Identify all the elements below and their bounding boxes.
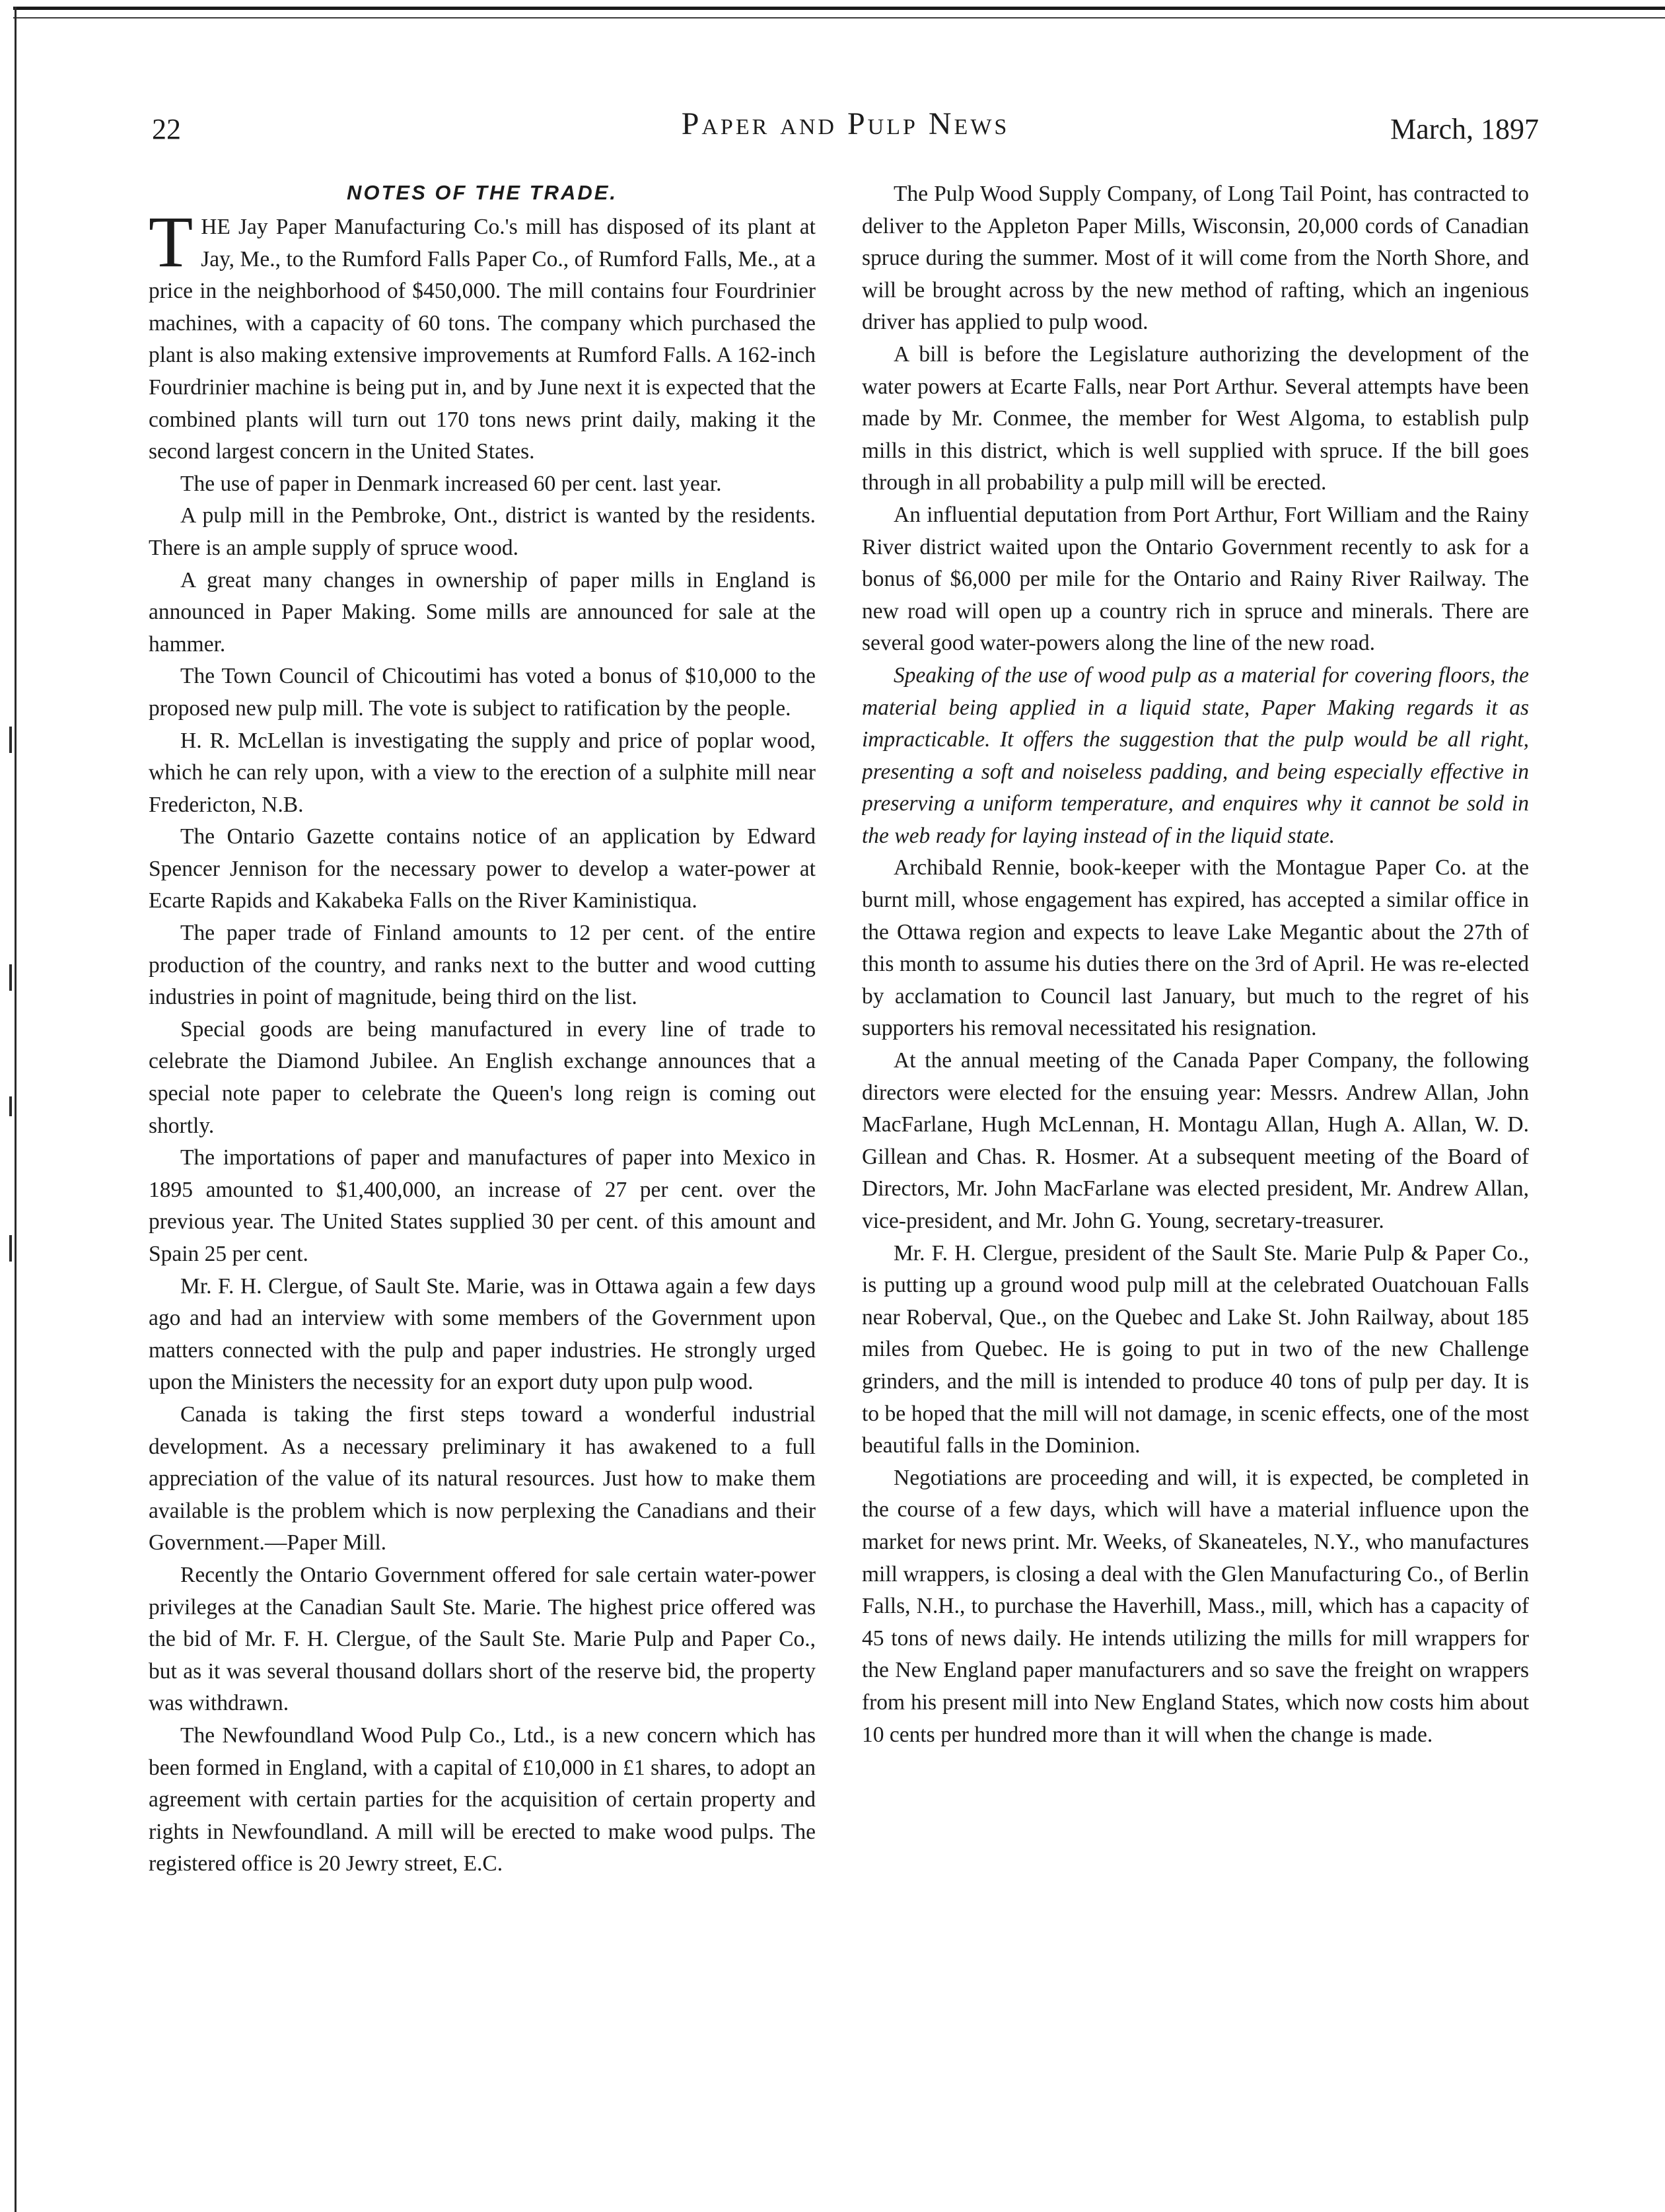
article-paragraph: A great many changes in ownership of paper mills in England is announced in Paper Making. Some mills are announced for sale at the hammer. (149, 567, 816, 657)
article-paragraph: Canada is taking the first steps toward a wonderful industrial development. As a necessary preliminary it has awakened to a full appreciation of the value of its natural resources. Just how to make them available is the problem which is now perplexing the Canadians and their Government.—Paper Mill. (149, 1402, 816, 1555)
top-border-rule-thin (13, 17, 1665, 18)
margin-speck (9, 1235, 12, 1262)
article-paragraph (149, 201, 816, 468)
article-paragraph: The use of paper in Denmark increased 60 per cent. last year. (180, 471, 722, 496)
issue-date: March, 1897 (1390, 113, 1539, 145)
article-paragraph: Negotiations are proceeding and will, it is expected, be completed in the course of a few days, which will have a material influence upon the market for news print. Mr. Weeks, of Skaneateles, N.Y., who manufactures mill wrappers, is closing a deal with the Glen Manufacturing Co., of Berlin Falls, N.H., to purchase the Haverhill, Mass., mill, which has a capacity of 45 tons of news daily. He intends utilizing the mills for mill wrappers for the New England paper manufacturers and so save the freight on wrappers from his present mill into New England States, which now costs him about 10 cents per hundred more than it will when the change is made. (862, 1465, 1529, 1747)
right-column (862, 178, 1529, 2186)
margin-speck (9, 727, 12, 753)
article-paragraph: An influential deputation from Port Arthur, Fort William and the Rainy River district waited upon the Ontario Government recently to ask for a bonus of $6,000 per mile for the Ontario and Rainy River Railway. The new road will open up a country rich in spruce and minerals. There are several good water-powers along the line of the new road. (862, 502, 1529, 656)
article-paragraph: Archibald Rennie, book-keeper with the Montague Paper Co. at the burnt mill, whose engagement has expired, has accepted a similar office in the Ottawa region and expects to leave Lake Megantic about the 27th of this month to assume his duties there on the 3rd of April. He was re-elected by acclamation to Council last January, but much to the regret of his supporters his removal necessitated his resignation. (862, 855, 1529, 1041)
article-paragraph: The paper trade of Finland amounts to 12 per cent. of the entire production of the country, and ranks next to the butter and wood cutting industries in point of magnitude, being third on the list. (149, 921, 816, 1010)
article-paragraph: The Newfoundland Wood Pulp Co., Ltd., is a new concern which has been formed in England, with a capital of £10,000 in £1 shares, to adopt an agreement with certain parties for the acquisition of certain property and rights in Newfoundland. A mill will be erected to make wood pulps. The registered office is 20 Jewry street, E.C. (149, 1723, 816, 1876)
article-paragraph: The Pulp Wood Supply Company, of Long Tail Point, has contracted to deliver to the Appleton Paper Mills, Wisconsin, 20,000 cords of Canadian spruce during the summer. Most of it will come from the North Shore, and will be brought across by the new method of rafting, which an ingenious driver has applied to pulp wood. (862, 182, 1529, 335)
article-paragraph: A bill is before the Legislature authorizing the development of the water powers at Ecarte Falls, near Port Arthur. Several attempts have been made by Mr. Conmee, the member for West Algoma, to establish pulp mills in this district, which is well supplied with spruce. If the bill goes through in all probability a pulp mill will be erected. (862, 341, 1529, 495)
article-paragraph: Mr. F. H. Clergue, of Sault Ste. Marie, was in Ottawa again a few days ago and had an interview with some members of the Government upon matters connected with the pulp and paper industries. He strongly urged upon the Ministers the necessity for an export duty upon pulp wood. (149, 1273, 816, 1395)
article-paragraph: Recently the Ontario Government offered for sale certain water-power privileges at the Canadian Sault Ste. Marie. The highest price offered was the bid of Mr. F. H. Clergue, of the Sault Ste. Marie Pulp and Paper Co., but as it was several thousand dollars short of the reserve bid, the property was withdrawn. (149, 1562, 816, 1716)
article-paragraph: A pulp mill in the Pembroke, Ont., district is wanted by the residents. There is an ample supply of spruce wood. (149, 503, 816, 560)
left-column (149, 178, 816, 2186)
left-page-edge (15, 7, 17, 2212)
article-paragraph: At the annual meeting of the Canada Paper Company, the following directors were elected for the ensuing year: Messrs. Andrew Allan, John MacFarlane, Hugh McLennan, H. Montagu Allan, Hugh A. Allan, W. D. Gillean and Chas. R. Hosmer. At a subsequent meeting of the Board of Directors, Mr. John MacFarlane was elected president, Mr. Andrew Allan, vice-president, and Mr. John G. Young, secretary-treasurer. (862, 1048, 1529, 1233)
article-paragraph: H. R. McLellan is investigating the supply and price of poplar wood, which he can rely upon, with a view to the erection of a sulphite mill near Fredericton, N.B. (149, 728, 816, 817)
journal-title: Paper and Pulp News (681, 106, 1010, 141)
page-number: 22 (152, 113, 181, 145)
drop-cap: T (149, 201, 194, 282)
article-paragraph: Special goods are being manufactured in every line of trade to celebrate the Diamond Jubilee. An English exchange announces that a special note paper to celebrate the Queen's long reign is coming out shortly. (149, 1017, 816, 1138)
article-paragraph: The Town Council of Chicoutimi has voted a bonus of $10,000 to the proposed new pulp mill. The vote is subject to ratification by the people. (149, 664, 816, 721)
paragraph-text: HE Jay Paper Manufacturing Co.'s mill has disposed of its plant at Jay, Me., to the Rumford Falls Paper Co., of Rumford Falls, Me., at a price in the neighborhood of $450,000. The mill contains four Fourdrinier machines, with a capacity of 60 tons. The company which purchased the plant is also making extensive improvements at Rumford Falls. A 162-inch Fourdrinier machine is being put in, and by June next it is expected that the combined plants will turn out 170 tons news print daily, making it the second largest concern in the United States. (149, 215, 816, 464)
running-head (152, 99, 1539, 152)
top-border-rule (13, 7, 1665, 10)
section-title: NOTES OF THE TRADE. (346, 181, 618, 204)
article-paragraph: The importations of paper and manufactures of paper into Mexico in 1895 amounted to $1,400,000, an increase of 27 per cent. over the previous year. The United States supplied 30 per cent. of this amount and Spain 25 per cent. (149, 1145, 816, 1266)
article-paragraph: The Ontario Gazette contains notice of an application by Edward Spencer Jennison for the necessary power to develop a water-power at Ecarte Rapids and Kakabeka Falls on the River Kaministiqua. (149, 824, 816, 913)
article-paragraph: Speaking of the use of wood pulp as a material for covering floors, the material being applied in a liquid state, Paper Making regards it as impracticable. It offers the suggestion that the pulp would be all right, presenting a soft and noiseless padding, and being especially effective in preserving a uniform temperature, and enquires why it cannot be sold in the web ready for laying instead of in the liquid state. (862, 662, 1529, 848)
margin-speck (9, 964, 12, 991)
margin-speck (9, 1096, 12, 1116)
article-paragraph: Mr. F. H. Clergue, president of the Sault Ste. Marie Pulp & Paper Co., is putting up a ground wood pulp mill at the celebrated Ouatchouan Falls near Roberval, Que., on the Quebec and Lake St. John Railway, about 185 miles from Quebec. He is going to put in two of the new Challenge grinders, and the mill is intended to produce 40 tons of pulp per day. It is to be hoped that the mill will not damage, in scenic effects, one of the most beautiful falls in the Dominion. (862, 1240, 1529, 1458)
